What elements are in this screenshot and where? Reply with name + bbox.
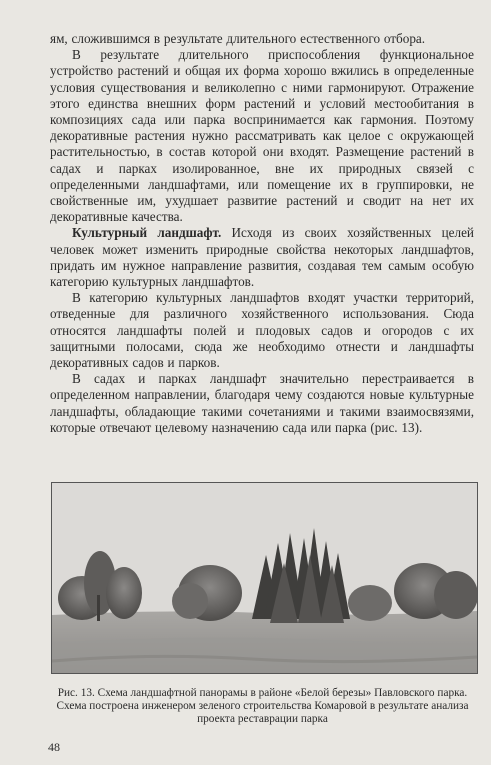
page-number: 48 bbox=[48, 740, 60, 754]
section-heading: Культурный ландшафт. bbox=[72, 225, 222, 241]
landscape-panorama-illustration bbox=[51, 482, 478, 674]
paragraph-adaptation: В результате длительного приспособления функциональное устройство растений и общая их форма хорошо вжились в определенные условия существования и великолепно с ними гармонируют. Отражение этого единства внешних форм растений и условий местообитания в композициях сада или парка воспринимается как гармония. Поэтому декоративные растения нужно рассматривать как целое с окружающей растительностью, в состав которой они входят. Размещение растений в садах и парках изолированное, вне их природных связей с определенными ландшафтами, или помещение их в группировки, не свойственные им, ухудшает развитие растений и сводит на нет их декоративные качества. bbox=[50, 47, 474, 225]
paragraph-gardens: В садах и парках ландшафт значительно перестраивается в определенном направлении, благодаря чему создаются новые культурные ландшафты, обладающие такими сочетаниями и такими взаимосвязями, которые отвечают целевому назначению сада или парка (рис. 13). bbox=[50, 371, 474, 435]
body-text bbox=[50, 31, 474, 436]
paragraph-categories: В категорию культурных ландшафтов входят участки территорий, отведенные для различного хозяйственного использования. Сюда относятся ландшафты полей и плодовых садов и огородов с их защитными полосами, сюда же необходимо отнести и ландшафты декоративных садов и парков. bbox=[50, 290, 474, 371]
figure-caption: Рис. 13. Схема ландшафтной панорамы в районе «Белой березы» Павловского парка. Схема построена инженером зеленого строительства Комаровой в результате анализа проекта реставрации парка bbox=[56, 687, 469, 726]
paragraph-cultural-landscape bbox=[50, 225, 474, 290]
paragraph-text: Исходя из своих хозяйственных целей человек может изменить природные свойства некоторых ландшафтов, придать им нужное направление развития, создавая тем самым особую категорию культурных ландшафтов. bbox=[50, 225, 474, 290]
paragraph-continuation: ям, сложившимся в результате длительного естественного отбора. bbox=[50, 31, 426, 46]
